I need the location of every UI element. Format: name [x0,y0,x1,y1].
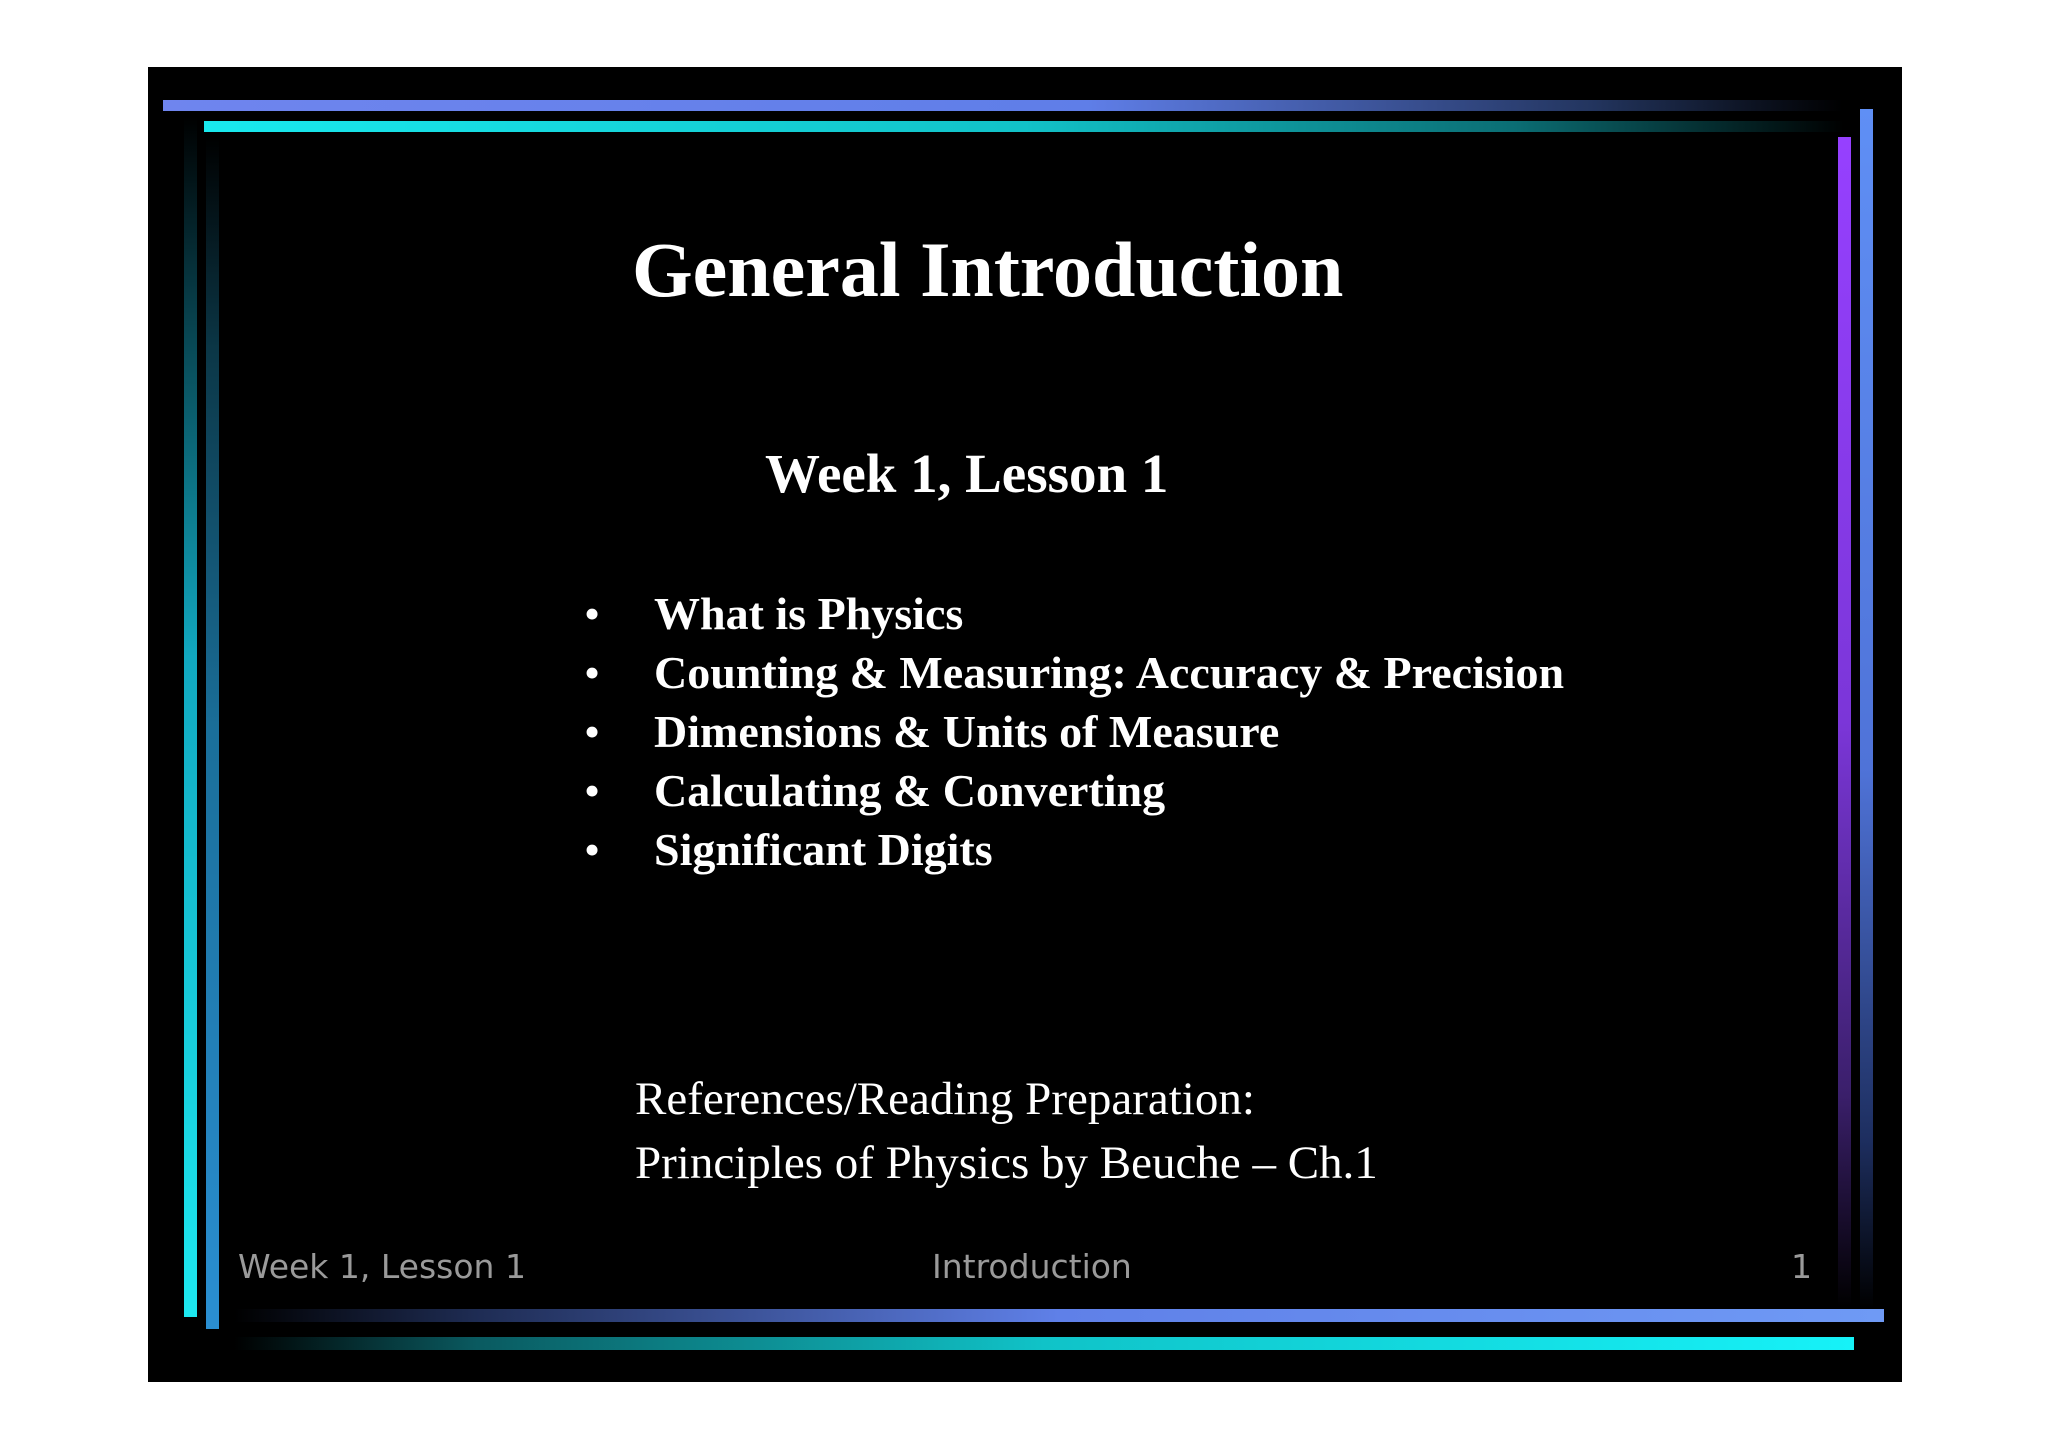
bullet-dot: • [584,647,601,698]
bullet-text: Dimensions & Units of Measure [654,706,1280,757]
footer-lesson: Week 1, Lesson 1 [238,1247,526,1286]
bullet-dot: • [584,824,601,875]
decorative-bar-left-cyan [184,117,197,1317]
bullet-text: What is Physics [654,588,964,639]
bullet-text: Calculating & Converting [654,765,1166,816]
footer-page-number: 1 [1791,1247,1812,1286]
bullet-item [584,761,1564,820]
decorative-bar-left-blue [206,137,219,1329]
bullet-item [584,584,1564,643]
bullet-list [584,584,1564,879]
decorative-bar-right-blue [1860,109,1873,1309]
slide-title: General Introduction [632,226,1344,313]
decorative-bar-bottom-cyan [234,1337,1854,1350]
bullet-text: Significant Digits [654,824,993,875]
bullet-dot: • [584,706,601,757]
slide [148,67,1902,1382]
bullet-text: Counting & Measuring: Accuracy & Precision [654,647,1565,698]
bullet-item [584,643,1564,702]
footer-section: Introduction [932,1247,1132,1286]
references-block [635,1067,1378,1195]
bullet-item [584,820,1564,879]
bullet-item [584,702,1564,761]
bullet-dot: • [584,765,601,816]
slide-subtitle: Week 1, Lesson 1 [765,443,1169,504]
decorative-bar-right-purple [1838,137,1851,1307]
decorative-bar-top-blue [163,100,1843,111]
bullet-dot: • [584,588,601,639]
decorative-bar-bottom-blue [234,1309,1884,1322]
references-text: Principles of Physics by Beuche – Ch.1 [635,1137,1378,1189]
decorative-bar-top-cyan [204,121,1844,132]
references-heading: References/Reading Preparation: [635,1073,1255,1125]
